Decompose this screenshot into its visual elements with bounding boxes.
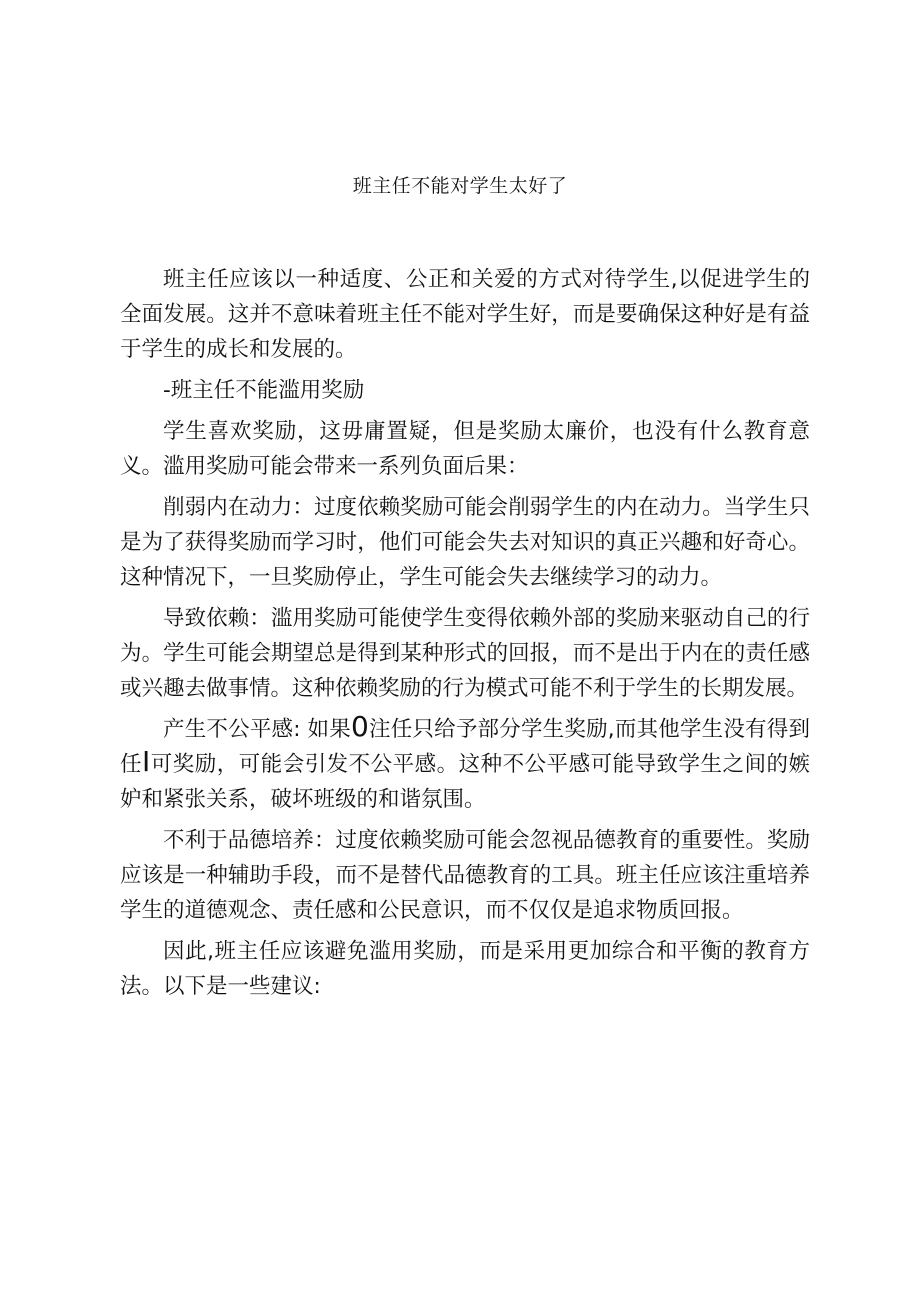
document-body — [120, 262, 810, 1010]
unfairness-text-2: 注任只给予部分学生奖励,而其他学生没有得到任 — [120, 717, 810, 777]
character-paragraph: 不利于品德培养：过度依赖奖励可能会忽视品德教育的重要性。奖励应该是一种辅助手段，而不是替代品德教育的工具。班主任应该注重培养学生的道德观念、责任感和公民意识，而不仅仅是追求物质回报。 — [120, 828, 810, 923]
section-heading: -班主任不能滥用奖励 — [163, 378, 365, 403]
document-title: 班主任不能对学生太好了 — [352, 175, 568, 197]
unfairness-glyph-2: I — [142, 745, 151, 778]
conclusion-paragraph: 因此,班主任应该避免滥用奖励，而是采用更加综合和平衡的教育方法。以下是一些建议: — [120, 939, 810, 999]
intro-paragraph: 班主任应该以一种适度、公正和关爱的方式对待学生,以促进学生的全面发展。这并不意味着班主任不能对学生好，而是要确保这种好是有益于学生的成长和发展的。 — [120, 267, 810, 362]
rewards-paragraph: 学生喜欢奖励，这毋庸置疑，但是奖励太廉价，也没有什么教育意义。滥用奖励可能会带来一系列负面后果： — [120, 419, 810, 479]
motivation-paragraph: 削弱内在动力：过度依赖奖励可能会削弱学生的内在动力。当学生只是为了获得奖励而学习时，他们可能会失去对知识的真正兴趣和好奇心。这种情况下，一旦奖励停止，学生可能会失去继续学习的动力。 — [120, 495, 810, 590]
unfairness-paragraph — [120, 712, 810, 817]
dependence-paragraph: 导致依赖：滥用奖励可能使学生变得依赖外部的奖励来驱动自己的行为。学生可能会期望总是得到某种形式的回报，而不是出于内在的责任感或兴趣去做事情。这种依赖奖励的行为模式可能不利于学生的长期发展。 — [120, 606, 810, 701]
unfairness-glyph-1: 0 — [350, 710, 369, 743]
unfairness-text-3: 可奖励，可能会引发不公平感。这种不公平感可能导致学生之间的嫉妒和紧张关系，破坏班级的和谐氛围。 — [120, 752, 810, 812]
unfairness-text-1: 产生不公平感: 如果 — [163, 717, 351, 742]
